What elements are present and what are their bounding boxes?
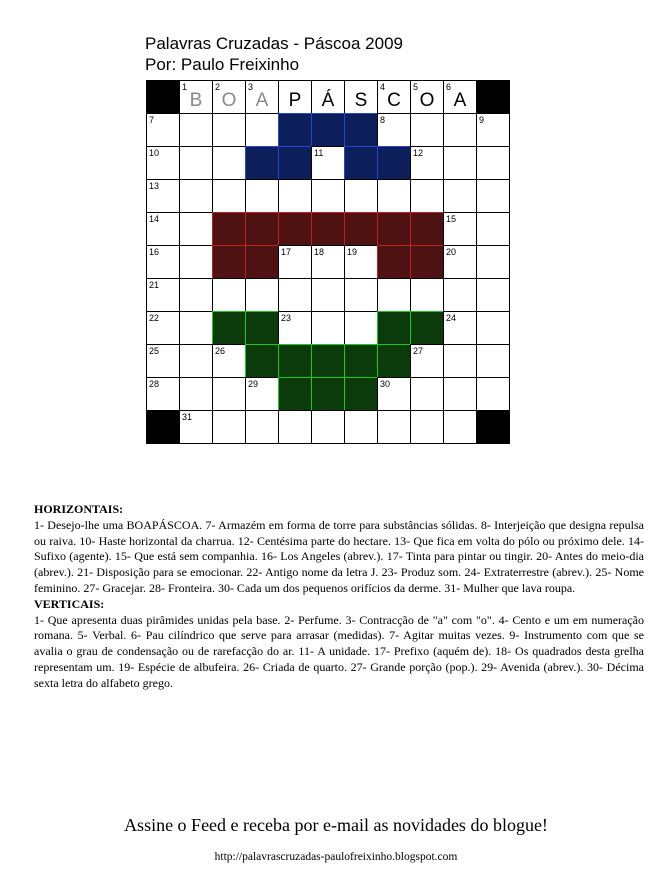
title-line: Palavras Cruzadas - Páscoa 2009 bbox=[145, 34, 403, 53]
cell-number: 22 bbox=[149, 313, 160, 323]
grid-cell[interactable] bbox=[212, 344, 245, 377]
blocked-cell bbox=[146, 80, 179, 113]
cell-number: 31 bbox=[182, 412, 193, 422]
grid-cell[interactable] bbox=[476, 212, 509, 245]
grid-cell bbox=[344, 344, 377, 377]
grid-cell[interactable] bbox=[476, 344, 509, 377]
grid-cell[interactable] bbox=[212, 146, 245, 179]
grid-cell[interactable] bbox=[344, 311, 377, 344]
grid-cell[interactable] bbox=[245, 80, 278, 113]
grid-cell[interactable] bbox=[245, 179, 278, 212]
cell-number: 29 bbox=[248, 379, 259, 389]
grid-cell bbox=[344, 113, 377, 146]
grid-cell bbox=[377, 311, 410, 344]
grid-cell bbox=[311, 377, 344, 410]
cell-number: 11 bbox=[314, 148, 324, 158]
grid-cell[interactable] bbox=[179, 80, 212, 113]
grid-cell[interactable] bbox=[410, 344, 443, 377]
cell-letter: S bbox=[354, 90, 368, 111]
grid-cell[interactable] bbox=[377, 410, 410, 443]
grid-cell[interactable] bbox=[245, 377, 278, 410]
cell-number: 9 bbox=[479, 115, 485, 125]
grid-cell bbox=[278, 212, 311, 245]
grid-cell[interactable] bbox=[245, 113, 278, 146]
grid-cell[interactable] bbox=[212, 113, 245, 146]
grid-cell[interactable] bbox=[179, 179, 212, 212]
grid-cell[interactable] bbox=[410, 278, 443, 311]
grid-cell[interactable] bbox=[410, 410, 443, 443]
grid-cell bbox=[278, 344, 311, 377]
grid-cell[interactable] bbox=[146, 113, 179, 146]
grid-cell[interactable] bbox=[344, 80, 377, 113]
grid-cell[interactable] bbox=[476, 377, 509, 410]
grid-cell bbox=[212, 212, 245, 245]
grid-cell[interactable] bbox=[212, 179, 245, 212]
blocked-cell bbox=[146, 410, 179, 443]
cell-number: 6 bbox=[446, 82, 452, 92]
grid-cell[interactable] bbox=[476, 311, 509, 344]
grid-cell[interactable] bbox=[443, 344, 476, 377]
grid-cell bbox=[311, 212, 344, 245]
grid-cell[interactable] bbox=[278, 80, 311, 113]
grid-cell[interactable] bbox=[377, 113, 410, 146]
grid-cell[interactable] bbox=[179, 146, 212, 179]
grid-cell bbox=[278, 113, 311, 146]
grid-cell bbox=[212, 245, 245, 278]
grid-cell[interactable] bbox=[245, 278, 278, 311]
grid-cell[interactable] bbox=[476, 245, 509, 278]
grid-cell bbox=[311, 344, 344, 377]
grid-cell[interactable] bbox=[278, 278, 311, 311]
grid-cell[interactable] bbox=[311, 80, 344, 113]
grid-cell[interactable] bbox=[146, 344, 179, 377]
grid-cell[interactable] bbox=[146, 146, 179, 179]
grid-cell[interactable] bbox=[179, 278, 212, 311]
cell-letter: Á bbox=[321, 90, 335, 111]
grid-cell bbox=[344, 146, 377, 179]
grid-cell[interactable] bbox=[179, 212, 212, 245]
clues-section bbox=[34, 502, 644, 692]
grid-cell[interactable] bbox=[476, 278, 509, 311]
cell-number: 15 bbox=[446, 214, 457, 224]
grid-cell[interactable] bbox=[476, 113, 509, 146]
grid-cell[interactable] bbox=[146, 278, 179, 311]
grid-cell bbox=[377, 146, 410, 179]
grid-cell[interactable] bbox=[146, 311, 179, 344]
cell-letter: O bbox=[419, 90, 435, 111]
cell-number: 25 bbox=[149, 346, 160, 356]
cell-number: 23 bbox=[281, 313, 292, 323]
grid-cell bbox=[377, 212, 410, 245]
grid-cell[interactable] bbox=[311, 278, 344, 311]
cell-letter: A bbox=[453, 90, 467, 111]
page-title bbox=[145, 33, 403, 75]
grid-cell[interactable] bbox=[146, 179, 179, 212]
grid-cell[interactable] bbox=[344, 245, 377, 278]
grid-cell[interactable] bbox=[377, 377, 410, 410]
grid-cell[interactable] bbox=[278, 410, 311, 443]
grid-cell[interactable] bbox=[476, 179, 509, 212]
grid-cell[interactable] bbox=[146, 212, 179, 245]
cell-number: 16 bbox=[149, 247, 160, 257]
grid-cell[interactable] bbox=[278, 311, 311, 344]
cell-letter: P bbox=[288, 90, 302, 111]
cell-number: 7 bbox=[149, 115, 155, 125]
author-line: Por: Paulo Freixinho bbox=[145, 55, 300, 74]
cell-letter: A bbox=[255, 90, 269, 111]
cell-number: 26 bbox=[215, 346, 226, 356]
grid-cell[interactable] bbox=[377, 80, 410, 113]
grid-cell[interactable] bbox=[443, 113, 476, 146]
cell-number: 12 bbox=[413, 148, 424, 158]
grid-cell[interactable] bbox=[410, 146, 443, 179]
grid-cell[interactable] bbox=[410, 377, 443, 410]
feed-subscribe-text: Assine o Feed e receba por e-mail as novidades do blogue! bbox=[124, 815, 548, 835]
grid-cell[interactable] bbox=[179, 113, 212, 146]
cell-number: 2 bbox=[215, 82, 221, 92]
grid-cell[interactable] bbox=[311, 410, 344, 443]
grid-cell[interactable] bbox=[179, 377, 212, 410]
grid-cell[interactable] bbox=[179, 311, 212, 344]
horizontal-clues: 1- Desejo-lhe uma BOAPÁSCOA. 7- Armazém em forma de torre para substâncias sólidas. 8- Interjeição que designa repulsa ou raiva. 10- Haste horizontal da charrua. 12- Centésima parte do hectare. 13- Que fica em volta do pólo ou próximo dele. 14- Sufixo (agente). 15- Que está sem companhia. 16- Los Angeles (abrev.). 17- Tinta para pintar ou tingir. 20- Antes do meio-dia (abrev.). 21- Disposição para se emocionar. 22- Antigo nome da letra J. 23- Produz som. 24- Extraterrestre (abrev.). 25- Nome feminino. 27- Gracejar. 28- Fronteira. 30- Cada um dos pequenos orifícios da derme. 31- Mulher que lava roupa. bbox=[34, 517, 644, 595]
blog-url: http://palavrascruzadas-paulofreixinho.blogspot.com bbox=[214, 851, 458, 863]
grid-cell[interactable] bbox=[377, 179, 410, 212]
cell-number: 8 bbox=[380, 115, 386, 125]
grid-cell[interactable] bbox=[212, 377, 245, 410]
grid-cell bbox=[344, 377, 377, 410]
grid-cell[interactable] bbox=[344, 410, 377, 443]
cell-number: 30 bbox=[380, 379, 391, 389]
grid-cell bbox=[344, 212, 377, 245]
cell-number: 28 bbox=[149, 379, 160, 389]
grid-cell[interactable] bbox=[443, 278, 476, 311]
grid-cell[interactable] bbox=[377, 278, 410, 311]
grid-cell[interactable] bbox=[443, 311, 476, 344]
grid-cell[interactable] bbox=[476, 146, 509, 179]
grid-cell[interactable] bbox=[311, 146, 344, 179]
grid-cell bbox=[278, 146, 311, 179]
cell-number: 3 bbox=[248, 82, 254, 92]
grid-cell[interactable] bbox=[278, 245, 311, 278]
grid-cell[interactable] bbox=[443, 212, 476, 245]
grid-cell[interactable] bbox=[146, 245, 179, 278]
grid-cell bbox=[311, 113, 344, 146]
grid-cell[interactable] bbox=[278, 179, 311, 212]
cell-number: 18 bbox=[314, 247, 325, 257]
horizontal-header: HORIZONTAIS: bbox=[34, 502, 124, 516]
grid-cell[interactable] bbox=[443, 377, 476, 410]
grid-cell bbox=[410, 311, 443, 344]
grid-cell bbox=[245, 245, 278, 278]
grid-cell bbox=[410, 212, 443, 245]
grid-cell[interactable] bbox=[311, 179, 344, 212]
grid-cell[interactable] bbox=[443, 179, 476, 212]
vertical-clues: 1- Que apresenta duas pirâmides unidas pela base. 2- Perfume. 3- Contracção de "a" com "o". 4- Cento e um em numeração romana. 5- Verbal. 6- Pau cilíndrico que serve para arrasar (medidas). 7- Agitar muitas vezes. 9- Instrumento com que se avalia o grau de condensação ou de rarefacção do ar. 11- A unidade. 17- Prefixo (aquém de). 18- Os quadrados desta grelha representam um. 19- Espécie de albufeira. 26- Criada de quarto. 27- Grande porção (pop.). 29- Avenida (abrev.). 30- Décima sexta letra do alfabeto grego. bbox=[34, 612, 644, 690]
cell-number: 1 bbox=[182, 82, 188, 92]
cell-number: 14 bbox=[149, 214, 160, 224]
grid-cell[interactable] bbox=[179, 245, 212, 278]
cell-number: 24 bbox=[446, 313, 457, 323]
cell-number: 21 bbox=[149, 280, 160, 290]
cell-number: 19 bbox=[347, 247, 358, 257]
cell-number: 20 bbox=[446, 247, 457, 257]
grid-cell bbox=[377, 344, 410, 377]
grid-cell bbox=[212, 311, 245, 344]
crossword-grid bbox=[146, 80, 510, 444]
blocked-cell bbox=[476, 410, 509, 443]
grid-cell[interactable] bbox=[410, 80, 443, 113]
grid-cell[interactable] bbox=[311, 311, 344, 344]
grid-cell bbox=[245, 344, 278, 377]
grid-cell[interactable] bbox=[443, 146, 476, 179]
grid-cell bbox=[245, 146, 278, 179]
grid-cell bbox=[278, 377, 311, 410]
grid-cell[interactable] bbox=[212, 278, 245, 311]
cell-number: 4 bbox=[380, 82, 386, 92]
grid-cell bbox=[410, 245, 443, 278]
cell-number: 27 bbox=[413, 346, 424, 356]
grid-cell[interactable] bbox=[410, 113, 443, 146]
cell-number: 5 bbox=[413, 82, 419, 92]
grid-cell[interactable] bbox=[443, 80, 476, 113]
grid-cell[interactable] bbox=[212, 80, 245, 113]
grid-cell bbox=[377, 245, 410, 278]
cell-letter: O bbox=[221, 90, 237, 111]
grid-cell bbox=[245, 212, 278, 245]
vertical-header: VERTICAIS: bbox=[34, 596, 105, 611]
grid-cell bbox=[245, 311, 278, 344]
blocked-cell bbox=[476, 80, 509, 113]
grid-cell[interactable] bbox=[410, 179, 443, 212]
cell-letter: C bbox=[387, 90, 401, 111]
grid-cell[interactable] bbox=[311, 245, 344, 278]
grid-cell[interactable] bbox=[245, 410, 278, 443]
grid-cell[interactable] bbox=[179, 344, 212, 377]
grid-cell[interactable] bbox=[443, 245, 476, 278]
grid-cell[interactable] bbox=[146, 377, 179, 410]
grid-cell[interactable] bbox=[212, 410, 245, 443]
cell-number: 13 bbox=[149, 181, 160, 191]
grid-cell[interactable] bbox=[443, 410, 476, 443]
cell-number: 17 bbox=[281, 247, 292, 257]
cell-number: 10 bbox=[149, 148, 160, 158]
cell-letter: B bbox=[189, 90, 203, 111]
grid-cell[interactable] bbox=[344, 278, 377, 311]
grid-cell[interactable] bbox=[344, 179, 377, 212]
grid-cell[interactable] bbox=[179, 410, 212, 443]
